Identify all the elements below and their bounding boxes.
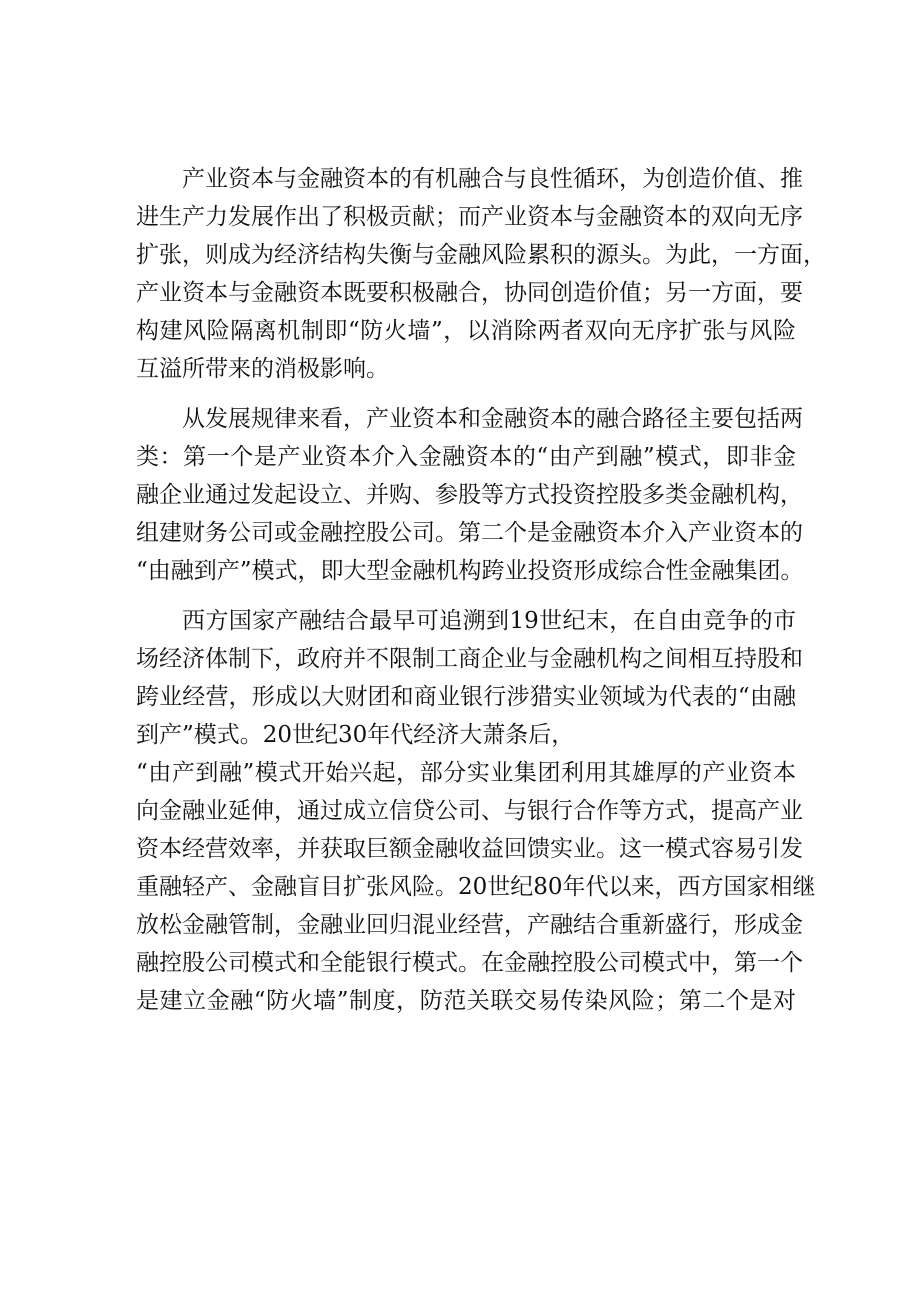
text-line: 扩张，则成为经济结构失衡与金融风险累积的源头。为此，一方面， — [136, 242, 826, 268]
text-line: 场经济体制下，政府并不限制工商企业与金融机构之间相互持股和 — [136, 646, 803, 672]
paragraph-1 — [136, 160, 826, 388]
text-line: 向金融业延伸，通过成立信贷公司、与银行合作等方式，提高产业 — [136, 798, 803, 824]
text-line: 融控股公司模式和全能银行模式。在金融控股公司模式中，第一个 — [136, 950, 803, 976]
text-line: “由融到产”模式，即大型金融机构跨业投资形成综合性金融集团。 — [136, 558, 804, 584]
text-line: 放松金融管制，金融业回归混业经营，产融结合重新盛行，形成金 — [136, 912, 803, 938]
text-line: “由产到融”模式开始兴起，部分实业集团利用其雄厚的产业资本 — [136, 760, 796, 786]
text-line: 资本经营效率，并获取巨额金融收益回馈实业。这一模式容易引发 — [136, 836, 803, 862]
text-line: 类：第一个是产业资本介入金融资本的“由产到融”模式，即非金 — [136, 444, 796, 470]
text-line: 产业资本与金融资本的有机融合与良性循环，为创造价值、推 — [182, 166, 803, 192]
paragraph-2 — [136, 400, 804, 590]
text-line: 组建财务公司或金融控股公司。第二个是金融资本介入产业资本的 — [136, 520, 803, 546]
text-line: 到产”模式。20世纪30年代经济大萧条后， — [136, 722, 575, 748]
text-line: 西方国家产融结合最早可追溯到19世纪末，在自由竞争的市 — [182, 608, 796, 634]
text-line: 融企业通过发起设立、并购、参股等方式投资控股多类金融机构， — [136, 482, 803, 508]
paragraph-3 — [136, 602, 816, 1020]
paragraph-gap — [136, 590, 796, 602]
text-line: 从发展规律来看，产业资本和金融资本的融合路径主要包括两 — [182, 406, 803, 432]
text-line: 重融轻产、金融盲目扩张风险。20世纪80年代以来，西方国家相继 — [136, 874, 816, 900]
document-body — [136, 160, 826, 1020]
paragraph-gap — [136, 388, 796, 400]
text-line: 跨业经营，形成以大财团和商业银行涉猎实业领域为代表的“由融 — [136, 684, 796, 710]
text-line: 进生产力发展作出了积极贡献；而产业资本与金融资本的双向无序 — [136, 204, 803, 230]
text-line: 是建立金融“防火墙”制度，防范关联交易传染风险；第二个是对 — [136, 988, 796, 1014]
text-line: 构建风险隔离机制即“防火墙”，以消除两者双向无序扩张与风险 — [136, 318, 796, 344]
text-line: 互溢所带来的消极影响。 — [136, 356, 389, 382]
text-line: 产业资本与金融资本既要积极融合，协同创造价值；另一方面，要 — [136, 280, 803, 306]
